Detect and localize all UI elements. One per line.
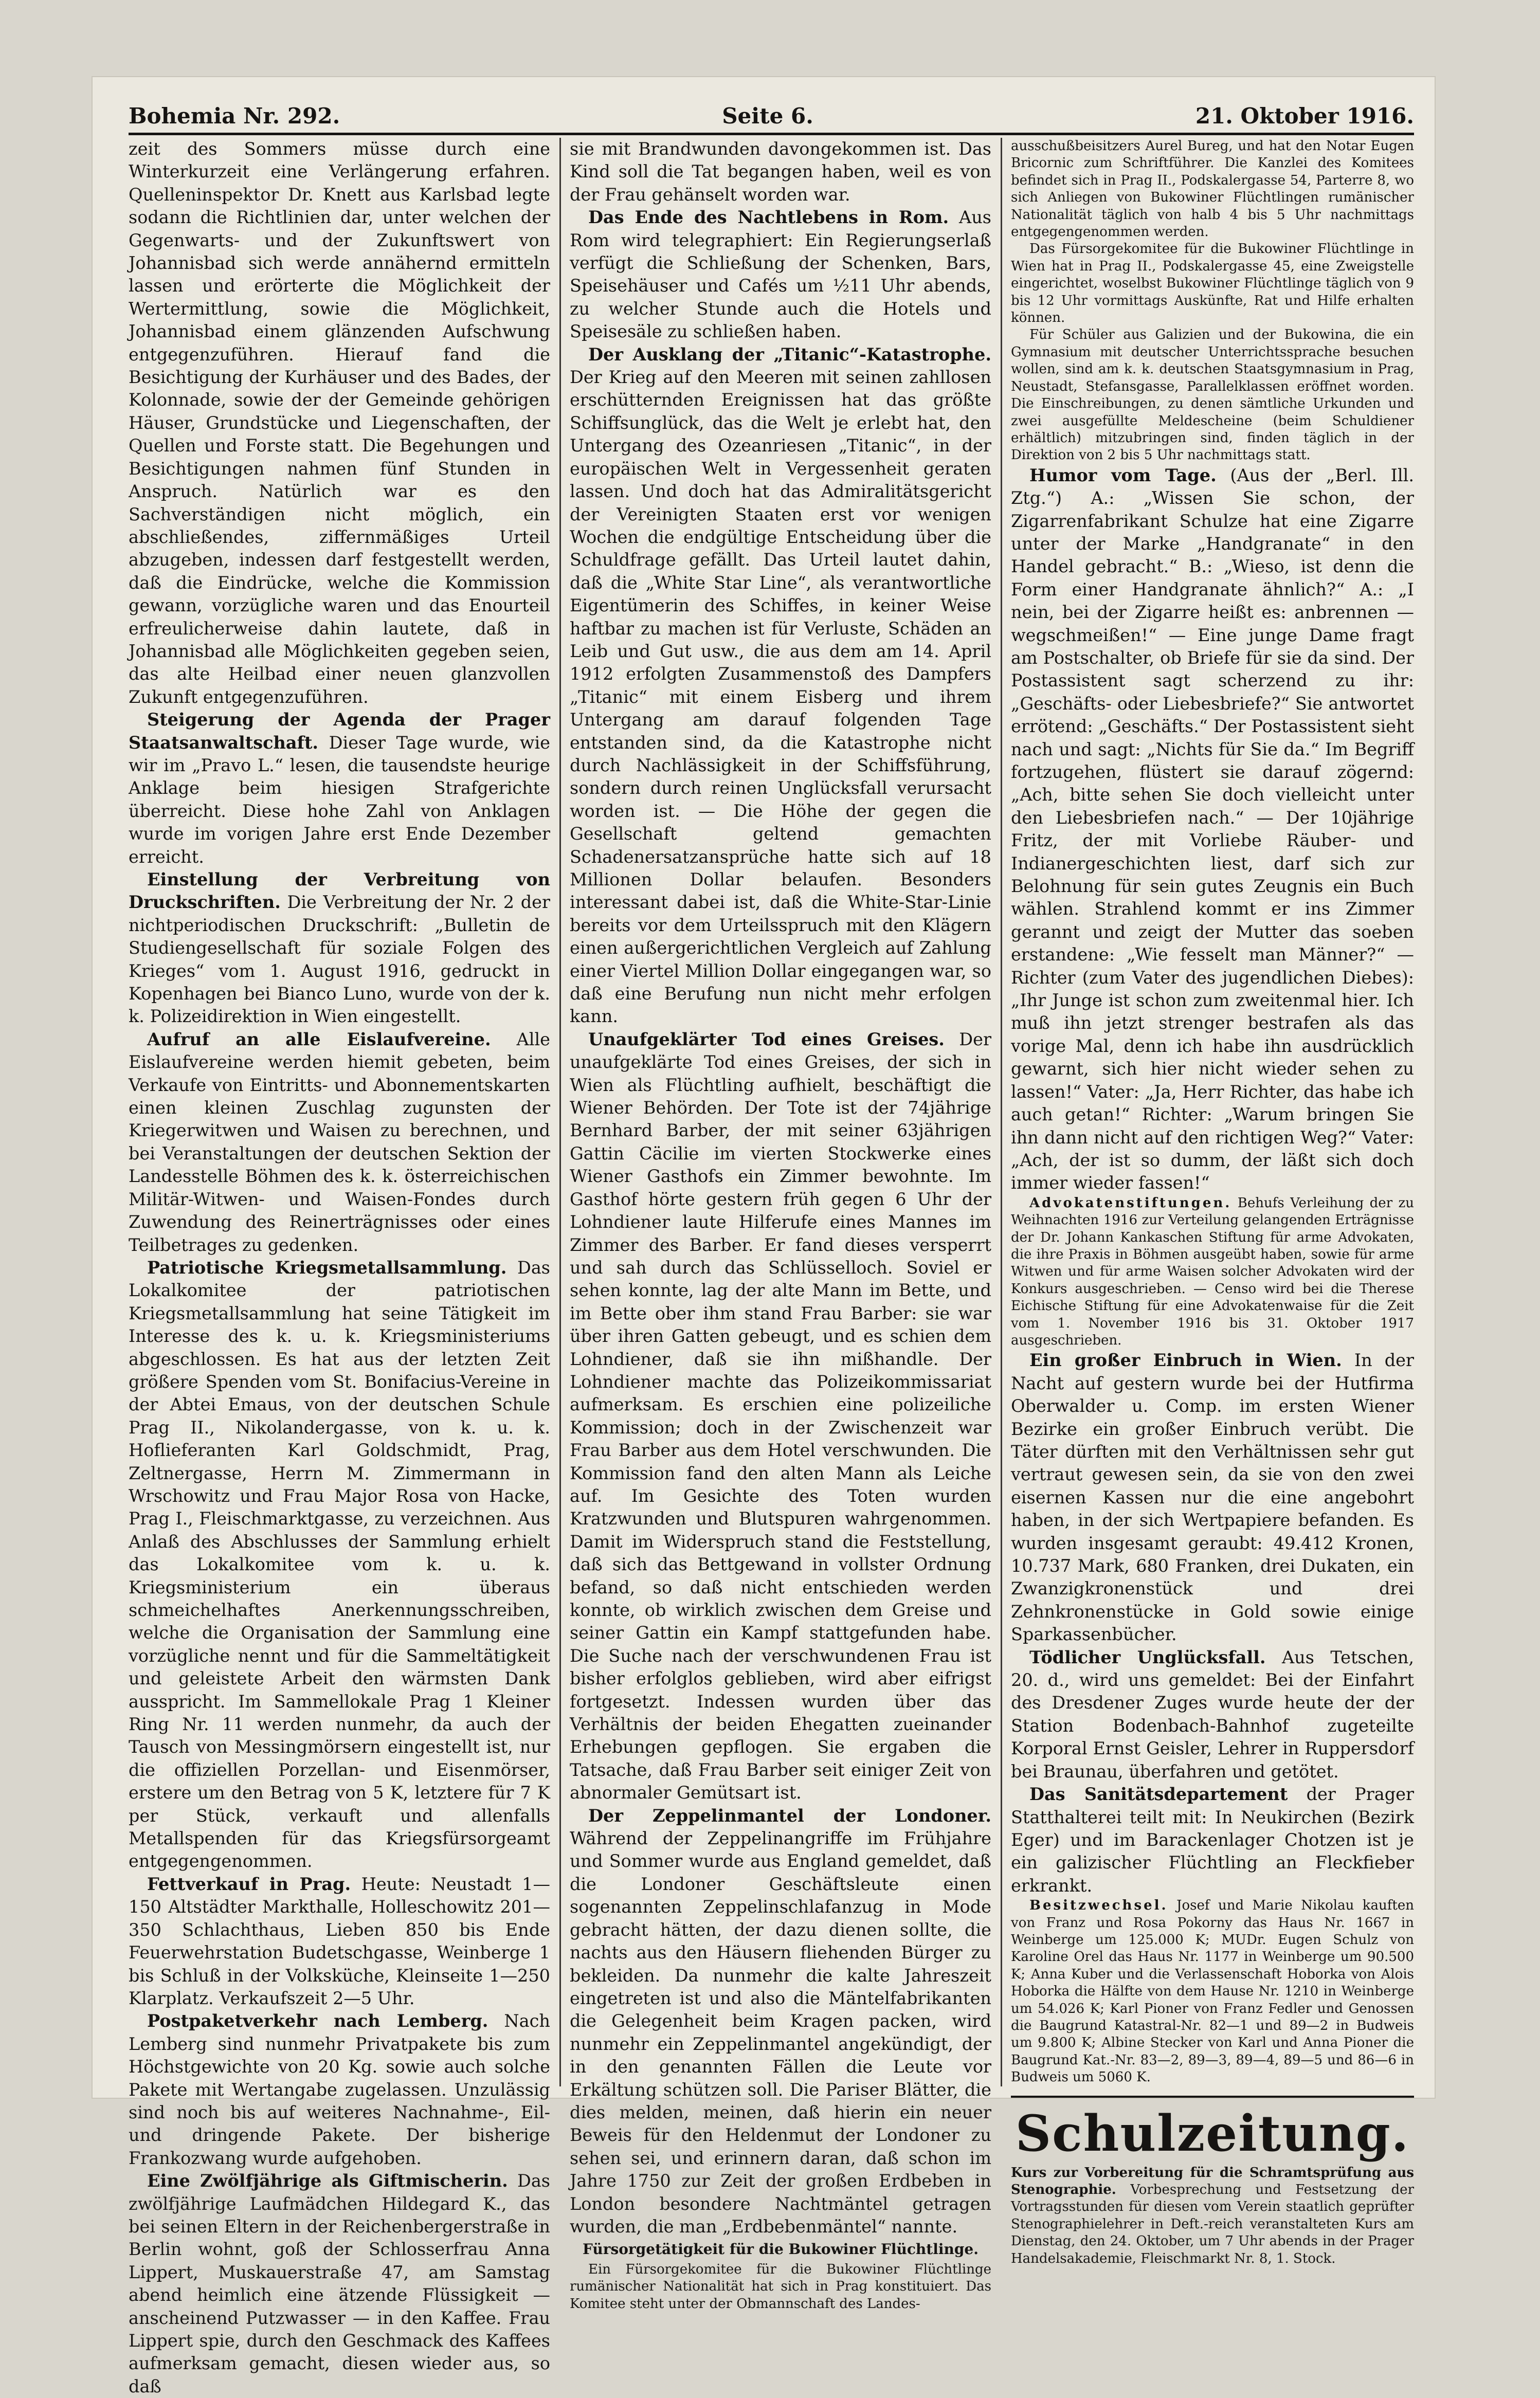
column-middle — [570, 138, 991, 2312]
article-headline: Ein großer Einbruch in Wien. — [1029, 1350, 1342, 1371]
newspaper-page — [93, 77, 1435, 2396]
article-body: Der unaufgeklärte Tod eines Greises, der sich in Wien als Flüchtling aufhielt, beschäftigt die Wiener Behörden. Der Tote ist der 74jährige Bernhard Barber, der mit seiner 63jährigen Gattin Cäcilie im vierten Stockwerke eines Wiener Gasthofs ein Zimmer bewohnte. Im Gasthof hörte gestern früh gegen 6 Uhr der Lohndiener laute Hilferufe eines Mannes im Zimmer des Barber. Er fand dieses versperrt und sah durch das Schlüsselloch. Soviel er sehen konnte, lag der alte Mann im Bette, und im Bette ober ihm stand Frau Barber: sie war über ihren Gatten gebeugt, und es schien dem Lohndiener, daß sie ihn mißhandle. Der Lohndiener machte das Polizeikommissariat aufmerksam. Es erschien eine polizeiliche Kommission; doch in der Zwischenzeit war Frau Barber aus dem Hotel verschwunden. Die Kommission fand den alten Mann als Leiche auf. Im Gesichte des Toten wurden Kratzwunden und Blutspuren wahrgenommen. Damit im Widerspruch stand die Feststellung, daß sich das Bettgewand in vollster Ordnung befand, so daß nicht entschieden werden konnte, ob wirklich zwischen dem Greise und seiner Gattin ein Kampf stattgefunden habe. Die Suche nach der verschwundenen Frau ist bisher erfolglos geblieben, wird aber eifrigst fortgesetzt. Indessen wurden über das Verhältnis der beiden Ehegatten zueinander Erhebungen gepflogen. Sie ergaben die Tatsache, daß Frau Barber seit einiger Zeit von abnormaler Gemütsart ist. — [570, 1029, 991, 1803]
article-body: Vorbesprechung und Festsetzung der Vortragsstunden für diesen vom Verein staatlich geprüfter Stenographielehrer in Deft.-reich veranstalteten Kurs am Dienstag, den 24. Oktober, um 7 Uhr abends in der Prager Handelsakademie, Fleischmarkt Nr. 8, 1. Stock. — [1011, 2182, 1414, 2266]
article-headline: Aufruf an alle Eislaufvereine. — [147, 1029, 491, 1049]
article-body: Während der Zeppelinangriffe im Frühjahre und Sommer wurde aus England gemeldet, daß die Londoner Geschäftsleute einen sogenannten Zeppelinschlafanzug in Mode gebracht hätten, der dazu dienen sollte, die nachts aus den Häusern fliehenden Bürger zu bekleiden. Da nunmehr die kalte Jahreszeit eingetreten ist und also die Mäntelfabrikanten die Gelegenheit beim Kragen packen, wird nunmehr ein Zeppelinmantel angekündigt, der in den genannten Fällen die Leute vor Erkältung schützen soll. Die Pariser Blätter, die dies melden, meinen, daß hierin ein neuer Beweis für den Heldenmut der Londoner zu sehen sei, und erinnern daran, daß schon im Jahre 1750 zur Zeit der großen Erdbeben in London besondere Nachtmäntel getragen wurden, die man „Erdbebenmäntel“ nannte. — [570, 1828, 991, 2237]
article — [1011, 1195, 1414, 1350]
article-body: ausschußbeisitzers Aurel Bureg, und hat den Notar Eugen Bricornic zum Schriftführer. Die Kanzlei des Komitees befindet sich in Prag II., Podskalergasse 54, Parterre 8, wo sich Anliegen von Bukowiner Flüchtlingen rumänischer Nationalität täglich von halb 4 bis 5 Uhr nachmittags entgegengenommen werden. — [1011, 138, 1414, 240]
article-headline: Humor vom Tage. — [1029, 465, 1217, 485]
article — [570, 1028, 991, 1805]
article-headline: Besitzwechsel. — [1029, 1898, 1168, 1914]
article-body: Behufs Verleihung der zu Weihnachten 1916 zur Verteilung gelangenden Erträgnisse der Dr. Johann Kankaschen Stiftung für arme Advokaten, die ihre Praxis in Böhmen ausgeübt haben, sowie für arme Witwen und für arme Waisen solcher Advokaten wird der Konkurs ausgeschrieben. — Censo wird bei die Therese Eichische Stiftung für eine Advokatenwaise für die Zeit vom 1. November 1916 bis 31. Oktober 1917 ausgeschrieben. — [1011, 1195, 1414, 1348]
article-headline: Fettverkauf in Prag. — [147, 1874, 351, 1894]
article-body: Aus Tetschen, 20. d., wird uns gemeldet: Bei der Einfahrt des Dresdener Zuges wurde heute der der Station Bodenbach-Bahnhof zugeteilte Korporal Ernst Geisler, Lehrer in Ruppersdorf bei Braunau, überfahren und getötet. — [1011, 1647, 1414, 1782]
article-body: Heute: Neustadt 1—150 Altstädter Markthalle, Holleschowitz 201—350 Schlachthaus, Lieben 850 bis Ende Feuerwehrstation Budetschgasse, Weinberge 1 bis Schluß in der Volksküche, Kleinseite 1—250 Klarplatz. Verkaufszeit 2—5 Uhr. — [129, 1874, 550, 2008]
issue-date: 21. Oktober 1916. — [1195, 103, 1414, 129]
column-right — [1011, 138, 1414, 2266]
article-headline: Der Ausklang der „Titanic“-Katastrophe. — [588, 344, 991, 365]
article-body: Aus Rom wird telegraphiert: Ein Regierungserlaß verfügt die Schließung der Schenken, Bars, Speisehäuser und Cafés um ½11 Uhr abends, zu welcher Stunde auch die Hotels und Speisesäle zu schließen haben. — [570, 207, 991, 342]
article — [129, 1873, 550, 2010]
article — [129, 1257, 550, 1873]
article-headline: Kurs zur Vorbereitung für die Schramtsprüfung aus Stenographie. — [1011, 2165, 1414, 2197]
article-body: Ein Fürsorgekomitee für die Bukowiner Flüchtlinge rumänischer Nationalität hat sich in Prag konstituiert. Das Komitee steht unter der Obmannschaft des Landes- — [570, 2261, 991, 2312]
article-body: Das zwölfjährige Laufmädchen Hildegard K., das bei seinen Eltern in der Reichenbergerstraße in Berlin wohnt, goß der Schlosserfrau Anna Lippert, Muskauerstraße 47, am Samstag abend heimlich eine ätzende Flüssigkeit — anscheinend Putzwasser — in den Kaffee. Frau Lippert spie, durch den Geschmack des Kaffees aufmerksam gemacht, diesen wieder aus, so daß — [129, 2171, 551, 2396]
article — [1011, 326, 1414, 464]
article-body: Alle Eislaufvereine werden hiemit gebeten, beim Verkaufe von Eintritts- und Abonnementskarten einen kleinen Zuschlag zugunsten der Kriegerwitwen und Waisen zu berechnen, und bei Veranstaltungen der deutschen Sektion der Landesstelle Böhmen des k. k. österreichischen Militär-Witwen- und Waisen-Fondes durch Zuwendung des Reinerträgnisses oder eines Teilbetrages zu gedenken. — [129, 1029, 550, 1255]
article — [1011, 1349, 1414, 1646]
section-title: Schulzeitung. — [1015, 2104, 1410, 2163]
article-headline: Unaufgeklärter Tod eines Greises. — [588, 1029, 945, 1049]
column-right-articles — [1011, 138, 1414, 2086]
article-headline: Fürsorgetätigkeit für die Bukowiner Flüchtlinge. — [582, 2241, 979, 2258]
article-headline: Eine Zwölfjährige als Giftmischerin. — [147, 2171, 508, 2191]
article-body: zeit des Sommers müsse durch eine Winterkurzeit eine Verlängerung erfahren. Quelleninspektor Dr. Knett aus Karlsbad legte sodann die Richtlinien dar, unter welchen der Gegenwarts- und der Zukunftswert von Johannisbad sich werde annähernd ermitteln lassen und erörterte die Möglichkeit der Wertermittlung, sowie die Möglichkeit, Johannisbad einem glänzenden Aufschwung entgegenzuführen. Hierauf fand die Besichtigung der Kurhäuser und des Bades, der Kolonnade, sowie der der Gemeinde gehörigen Häuser, Grundstücke und Liegenschaften, der Quellen und Forste statt. Die Begehungen und Besichtigungen nahmen fünf Stunden in Anspruch. Natürlich war es den Sachverständigen nicht möglich, ein abschließendes, ziffernmäßiges Urteil abzugeben, indessen darf festgestellt werden, daß die Eindrücke, welche die Kommission gewann, vorzügliche waren und das Enourteil erfreulicherweise dahin lautete, daß in Johannisbad alle Möglichkeiten gegeben seien, das alte Heilbad einer neuen glanzvollen Zukunft entgegenzuführen. — [129, 139, 550, 707]
article-headline: Der Zeppelinmantel der Londoner. — [588, 1805, 991, 1826]
article — [1011, 464, 1414, 1195]
article-headline: Patriotische Kriegsmetallsammlung. — [147, 1257, 507, 1278]
article-body: Das Lokalkomitee der patriotischen Kriegsmetallsammlung hat seine Tätigkeit im Interesse des k. u. k. Kriegsministeriums abgeschlossen. Es hat aus der letzten Zeit größere Spenden vom St. Bonifacius-Vereine in der Abtei Emaus, von der deutschen Schule Prag II., Nikolandergasse, von k. u. k. Hoflieferanten Karl Goldschmidt, Prag, Zeltnergasse, Herrn M. Zimmermann in Wrschowitz und Frau Major Rosa von Hacke, Prag I., Fleischmarktgasse, zu verzeichnen. Aus Anlaß des Abschlusses der Sammlung erhielt das Lokalkomitee vom k. u. k. Kriegsministerium ein überaus schmeichelhaftes Anerkennungsschreiben, welche die Organisation der Sammlung eine vorzügliche nennt und für die Sammeltätigkeit und geleistete Arbeit den wärmsten Dank ausspricht. Im Sammellokale Prag 1 Kleiner Ring Nr. 11 werden nunmehr, da auch der Tausch von Messingmörsern eingestellt ist, nur die offiziellen Porzellan- und Eisenmörser, erstere um den Betrag von 5 K, letztere für 7 K per Stück, verkauft und allenfalls Metallspenden für das Kriegsfürsorgeamt entgegengenommen. — [129, 1257, 550, 1872]
article-headline: Steigerung der Agenda der Prager Staatsanwaltschaft. — [129, 710, 550, 753]
article — [570, 138, 991, 206]
article — [129, 1028, 550, 1257]
article-body: Josef und Marie Nikolau kauften von Franz und Rosa Pokorny das Haus Nr. 1667 in Weinberge um 125.000 K; MUDr. Eugen Schulz von Karoline Orel das Haus Nr. 1177 in Weinberge um 90.500 K; Anna Kuber und die Verlassenschaft Hoborka von Alois Hoborka die Hälfte von dem Hause Nr. 1210 in Weinberge um 54.026 K; Karl Pioner von Franz Fedler und Genossen die Baugrund Katastral-Nr. 82—1 und 89—2 in Budweis um 9.800 K; Albine Stecker von Karl und Anna Pioner die Baugrund Kat.-Nr. 83—2, 89—3, 89—4, 89—5 und 86—6 in Budweis um 5060 K. — [1011, 1898, 1414, 2085]
article-headline: Einstellung der Verbreitung von Druckschriften. — [129, 869, 550, 913]
article-body: Für Schüler aus Galizien und der Bukowina, die ein Gymnasium mit deutscher Unterrichtssprache besuchen wollen, sind am k. k. deutschen Staatsgymnasium in Prag, Neustadt, Stefansgasse, Parallelklassen eröffnet worden. Die Einschreibungen, zu denen sämtliche Urkunden und zwei ausgefüllte Meldescheine (beim Schuldiener erhältlich) mitzubringen sind, finden täglich in der Direktion von 2 bis 5 Uhr nachmittags statt. — [1011, 327, 1414, 463]
article — [1011, 2165, 1414, 2267]
article-body: Nach Lemberg sind nunmehr Privatpakete bis zum Höchstgewichte von 20 Kg. sowie auch solche Pakete mit Wertangabe zugelassen. Unzulässig sind noch bis auf weiteres Nachnahme-, Eil- und dringende Pakete. Der bisherige Frankozwang wurde aufgehoben. — [129, 2011, 550, 2168]
article-headline: Postpaketverkehr nach Lemberg. — [147, 2011, 488, 2031]
article-body: der Prager Statthalterei teilt mit: In Neukirchen (Bezirk Eger) und im Barackenlager Chotzen ist je ein galizischer Flüchtling an Fleckfieber erkrankt. — [1011, 1784, 1414, 1896]
article-body: sie mit Brandwunden davongekommen ist. Das Kind soll die Tat begangen haben, weil es von der Frau gehänselt worden war. — [570, 139, 991, 205]
column-divider — [559, 138, 561, 2086]
article-headline: Advokatenstiftungen. — [1029, 1195, 1232, 1211]
article — [570, 1805, 991, 2239]
article-body: (Aus der „Berl. Ill. Ztg.“) A.: „Wissen Sie schon, der Zigarrenfabrikant Schulze hat eine Zigarre unter der Marke „Handgranate“ in den Handel gebracht.“ B.: „Wieso, ist denn die Form einer Handgranate ähnlich?“ A.: „I nein, bei der Zigarre heißt es: anbrennen — wegschmeißen!“ — Eine junge Dame fragt am Postschalter, ob Briefe für sie da sind. Der Postassistent sagt scherzend zu ihr: „Geschäfts- oder Liebesbriefe?“ Sie antwortet errötend: „Geschäfts.“ Der Postassistent sieht nach und sagt: „Nichts für Sie da.“ Im Begriff fortzugehen, flüstert sie darauf zögernd: „Ach, bitte sehen Sie doch vielleicht unter den Liebesbriefen nach.“ — Der 10jährige Fritz, der mit Vorliebe Räuber- und Indianergeschichten liest, darf sich zur Belohnung für sein gutes Zeugnis ein Buch wählen. Strahlend kommt er ins Zimmer gerannt und zeigt der Mutter das soeben erstandene: „Wie fesselt man Männer?“ — Richter (zum Vater des jugendlichen Diebes): „Ihr Junge ist schon zum zweitenmal hier. Ich muß ihn jetzt strenger bestrafen als das vorige Mal, denn ich habe ihn ausdrücklich gewarnt, sich hier nicht wieder sehen zu lassen!“ Vater: „Ja, Herr Richter, das habe ich auch getan!“ Richter: „Warum bringen Sie ihn dann nicht auf den richtigen Weg?“ Vater: „Ach, der ist so dumm, der läßt sich doch immer wieder fassen!“ — [1011, 465, 1414, 1193]
article-headline: Tödlicher Unglücksfall. — [1029, 1647, 1266, 1667]
article-body: Das Fürsorgekomitee für die Bukowiner Flüchtlinge in Wien hat in Prag II., Podskalergasse 45, eine Zweigstelle eingerichtet, woselbst Bukowiner Flüchtlinge täglich von 9 bis 12 Uhr vormittags Auskünfte, Rat und Hilfe erhalten können. — [1011, 241, 1414, 326]
article — [570, 2261, 991, 2313]
article — [570, 206, 991, 343]
article — [570, 343, 991, 1028]
column-left — [129, 138, 551, 2396]
article — [129, 709, 550, 868]
article-body: Die Verbreitung der Nr. 2 der nichtperiodischen Druckschrift: „Bulletin de Studiengesellschaft für soziale Folgen des Krieges“ vom 1. August 1916, gedruckt in Kopenhagen bei Bianco Luno, wurde von der k. k. Polizeidirektion in Wien eingestellt. — [129, 892, 550, 1027]
article — [1011, 1646, 1414, 1783]
article — [129, 2170, 550, 2398]
header-rule — [129, 133, 1414, 135]
article — [1011, 241, 1414, 326]
article — [129, 138, 550, 709]
article — [1011, 1783, 1414, 1897]
column-divider — [1001, 138, 1002, 2086]
section-rule — [1011, 2096, 1414, 2098]
page-number: Seite 6. — [722, 103, 813, 129]
article-headline: Das Ende des Nachtlebens in Rom. — [588, 207, 949, 228]
issue-label: Bohemia Nr. 292. — [129, 103, 340, 129]
article-body: In der Nacht auf gestern wurde bei der Hutfirma Oberwalder u. Comp. im ersten Wiener Bezirke ein großer Einbruch verübt. Die Täter dürften mit den Verhältnissen sehr gut vertraut gewesen sein, da sie von den zwei eisernen Kassen nur die eine angebohrt haben, in der sich Wertpapiere befanden. Es wurden insgesamt geraubt: 49.412 Kronen, 10.737 Mark, 680 Franken, drei Dukaten, ein Zwanzigkronenstück und drei Zehnkronenstücke in Gold sowie einige Sparkassenbücher. — [1011, 1350, 1414, 1645]
article — [129, 2010, 550, 2170]
article — [1011, 138, 1414, 241]
article — [1011, 1897, 1414, 2086]
page-header — [129, 87, 1414, 129]
article-headline: Das Sanitätsdepartement — [1029, 1784, 1288, 1805]
article-body: Dieser Tage wurde, wie wir im „Pravo L.“ lesen, die tausendste heurige Anklage beim hiesigen Strafgerichte überreicht. Diese hohe Zahl von Anklagen wurde im vorigen Jahre erst Ende Dezember erreicht. — [129, 732, 550, 867]
article-body: Der Krieg auf den Meeren mit seinen zahllosen erschütternden Ereignissen hat das größte Schiffsunglück, das die Welt je erlebt hat, den Untergang des Ozeanriesen „Titanic“, in der europäischen Welt in Vergessenheit geraten lassen. Und doch hat das Admiralitätsgericht der Vereinigten Staaten erst vor wenigen Wochen die endgültige Entscheidung über die Schuldfrage gefällt. Das Urteil lautet dahin, daß die „White Star Line“, als verantwortliche Eigentümerin des Schiffes, in keiner Weise haftbar zu machen ist für Verluste, Schäden an Leib und Gut usw., die aus dem am 14. April 1912 erfolgten Zusammenstoß des Dampfers „Titanic“ mit einem Eisberg und ihrem Untergang am darauf folgenden Tage entstanden sind, da die Katastrophe nicht durch Nachlässigkeit in der Schiffsführung, sondern durch reinen Unglücksfall verursacht worden ist. — Die Höhe der gegen die Gesellschaft geltend gemachten Schadenersatzansprüche hatte sich auf 18 Millionen Dollar belaufen. Besonders interessant dabei ist, daß die White-Star-Linie bereits vor dem Urteilsspruch mit den Klägern einen außergerichtlichen Vergleich auf Zahlung einer Viertel Million Dollar eingegangen war, so daß eine Berufung nun nicht mehr erfolgen kann. — [570, 367, 991, 1027]
article — [129, 868, 550, 1028]
